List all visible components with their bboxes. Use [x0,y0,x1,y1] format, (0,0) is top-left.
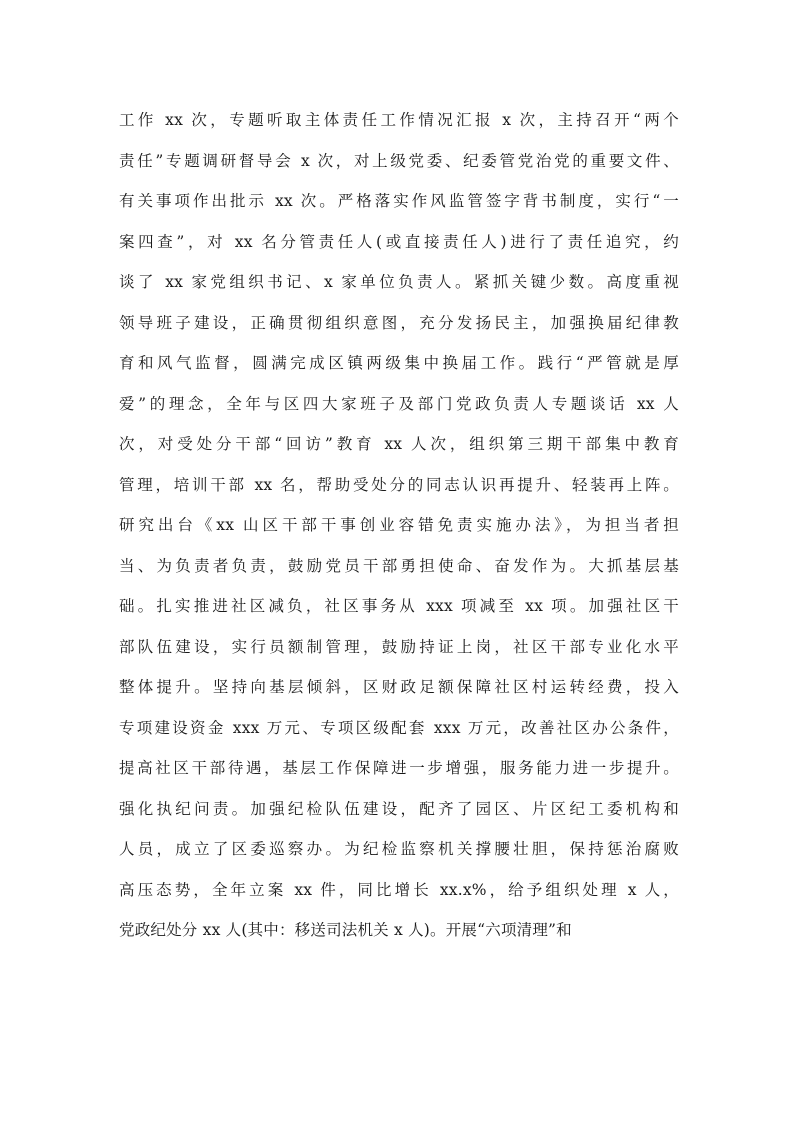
text-line: 责任”专题调研督导会 x 次，对上级党委、纪委管党治党的重要文件、 [119,151,679,170]
text-line: 党政纪处分 xx 人(其中：移送司法机关 x 人)。开展“六项清理”和 [119,921,572,939]
text-line: 强化执纪问责。加强纪检队伍建设，配齐了园区、片区纪工委机构和 [119,799,679,818]
text-line: 育和风气监督，圆满完成区镇两级集中换届工作。践行“严管就是厚 [119,354,679,372]
body-paragraph [119,100,679,951]
text-line: 提高社区干部待遇，基层工作保障进一步增强，服务能力进一步提升。 [119,759,679,777]
text-line: 部队伍建设，实行员额制管理，鼓励持证上岗，社区干部专业化水平 [119,637,679,656]
text-line: 当、为负责者负责，鼓励党员干部勇担使命、奋发作为。大抓基层基 [119,556,679,575]
text-line: 有关事项作出批示 xx 次。严格落实作风监管签字背书制度，实行“一 [119,192,679,210]
text-line: 爱”的理念，全年与区四大家班子及部门党政负责人专题谈话 xx 人 [119,394,679,413]
text-line: 整体提升。坚持向基层倾斜，区财政足额保障社区村运转经费，投入 [119,678,679,696]
text-line: 础。扎实推进社区减负，社区事务从 xxx 项减至 xx 项。加强社区干 [119,597,679,615]
text-line: 人员，成立了区委巡察办。为纪检监察机关撑腰壮胆，保持惩治腐败 [119,840,679,858]
text-line: 次，对受处分干部“回访”教育 xx 人次，组织第三期干部集中教育 [119,435,679,453]
text-line: 案四查”，对 xx 名分管责任人(或直接责任人)进行了责任追究，约 [119,232,679,251]
text-line: 研究出台《xx 山区干部干事创业容错免责实施办法》，为担当者担 [119,516,679,534]
text-line: 工作 xx 次，专题听取主体责任工作情况汇报 x 次，主持召开“两个 [119,111,679,129]
text-line: 谈了 xx 家党组织书记、x 家单位负责人。紧抓关键少数。高度重视 [119,273,679,291]
text-line: 专项建设资金 xxx 万元、专项区级配套 xxx 万元，改善社区办公条件， [119,718,679,737]
text-line: 领导班子建设，正确贯彻组织意图，充分发扬民主，加强换届纪律教 [119,313,679,332]
text-line: 管理，培训干部 xx 名，帮助受处分的同志认识再提升、轻装再上阵。 [119,475,679,494]
text-line: 高压态势，全年立案 xx 件，同比增长 xx.x%，给予组织处理 x 人， [119,880,679,899]
